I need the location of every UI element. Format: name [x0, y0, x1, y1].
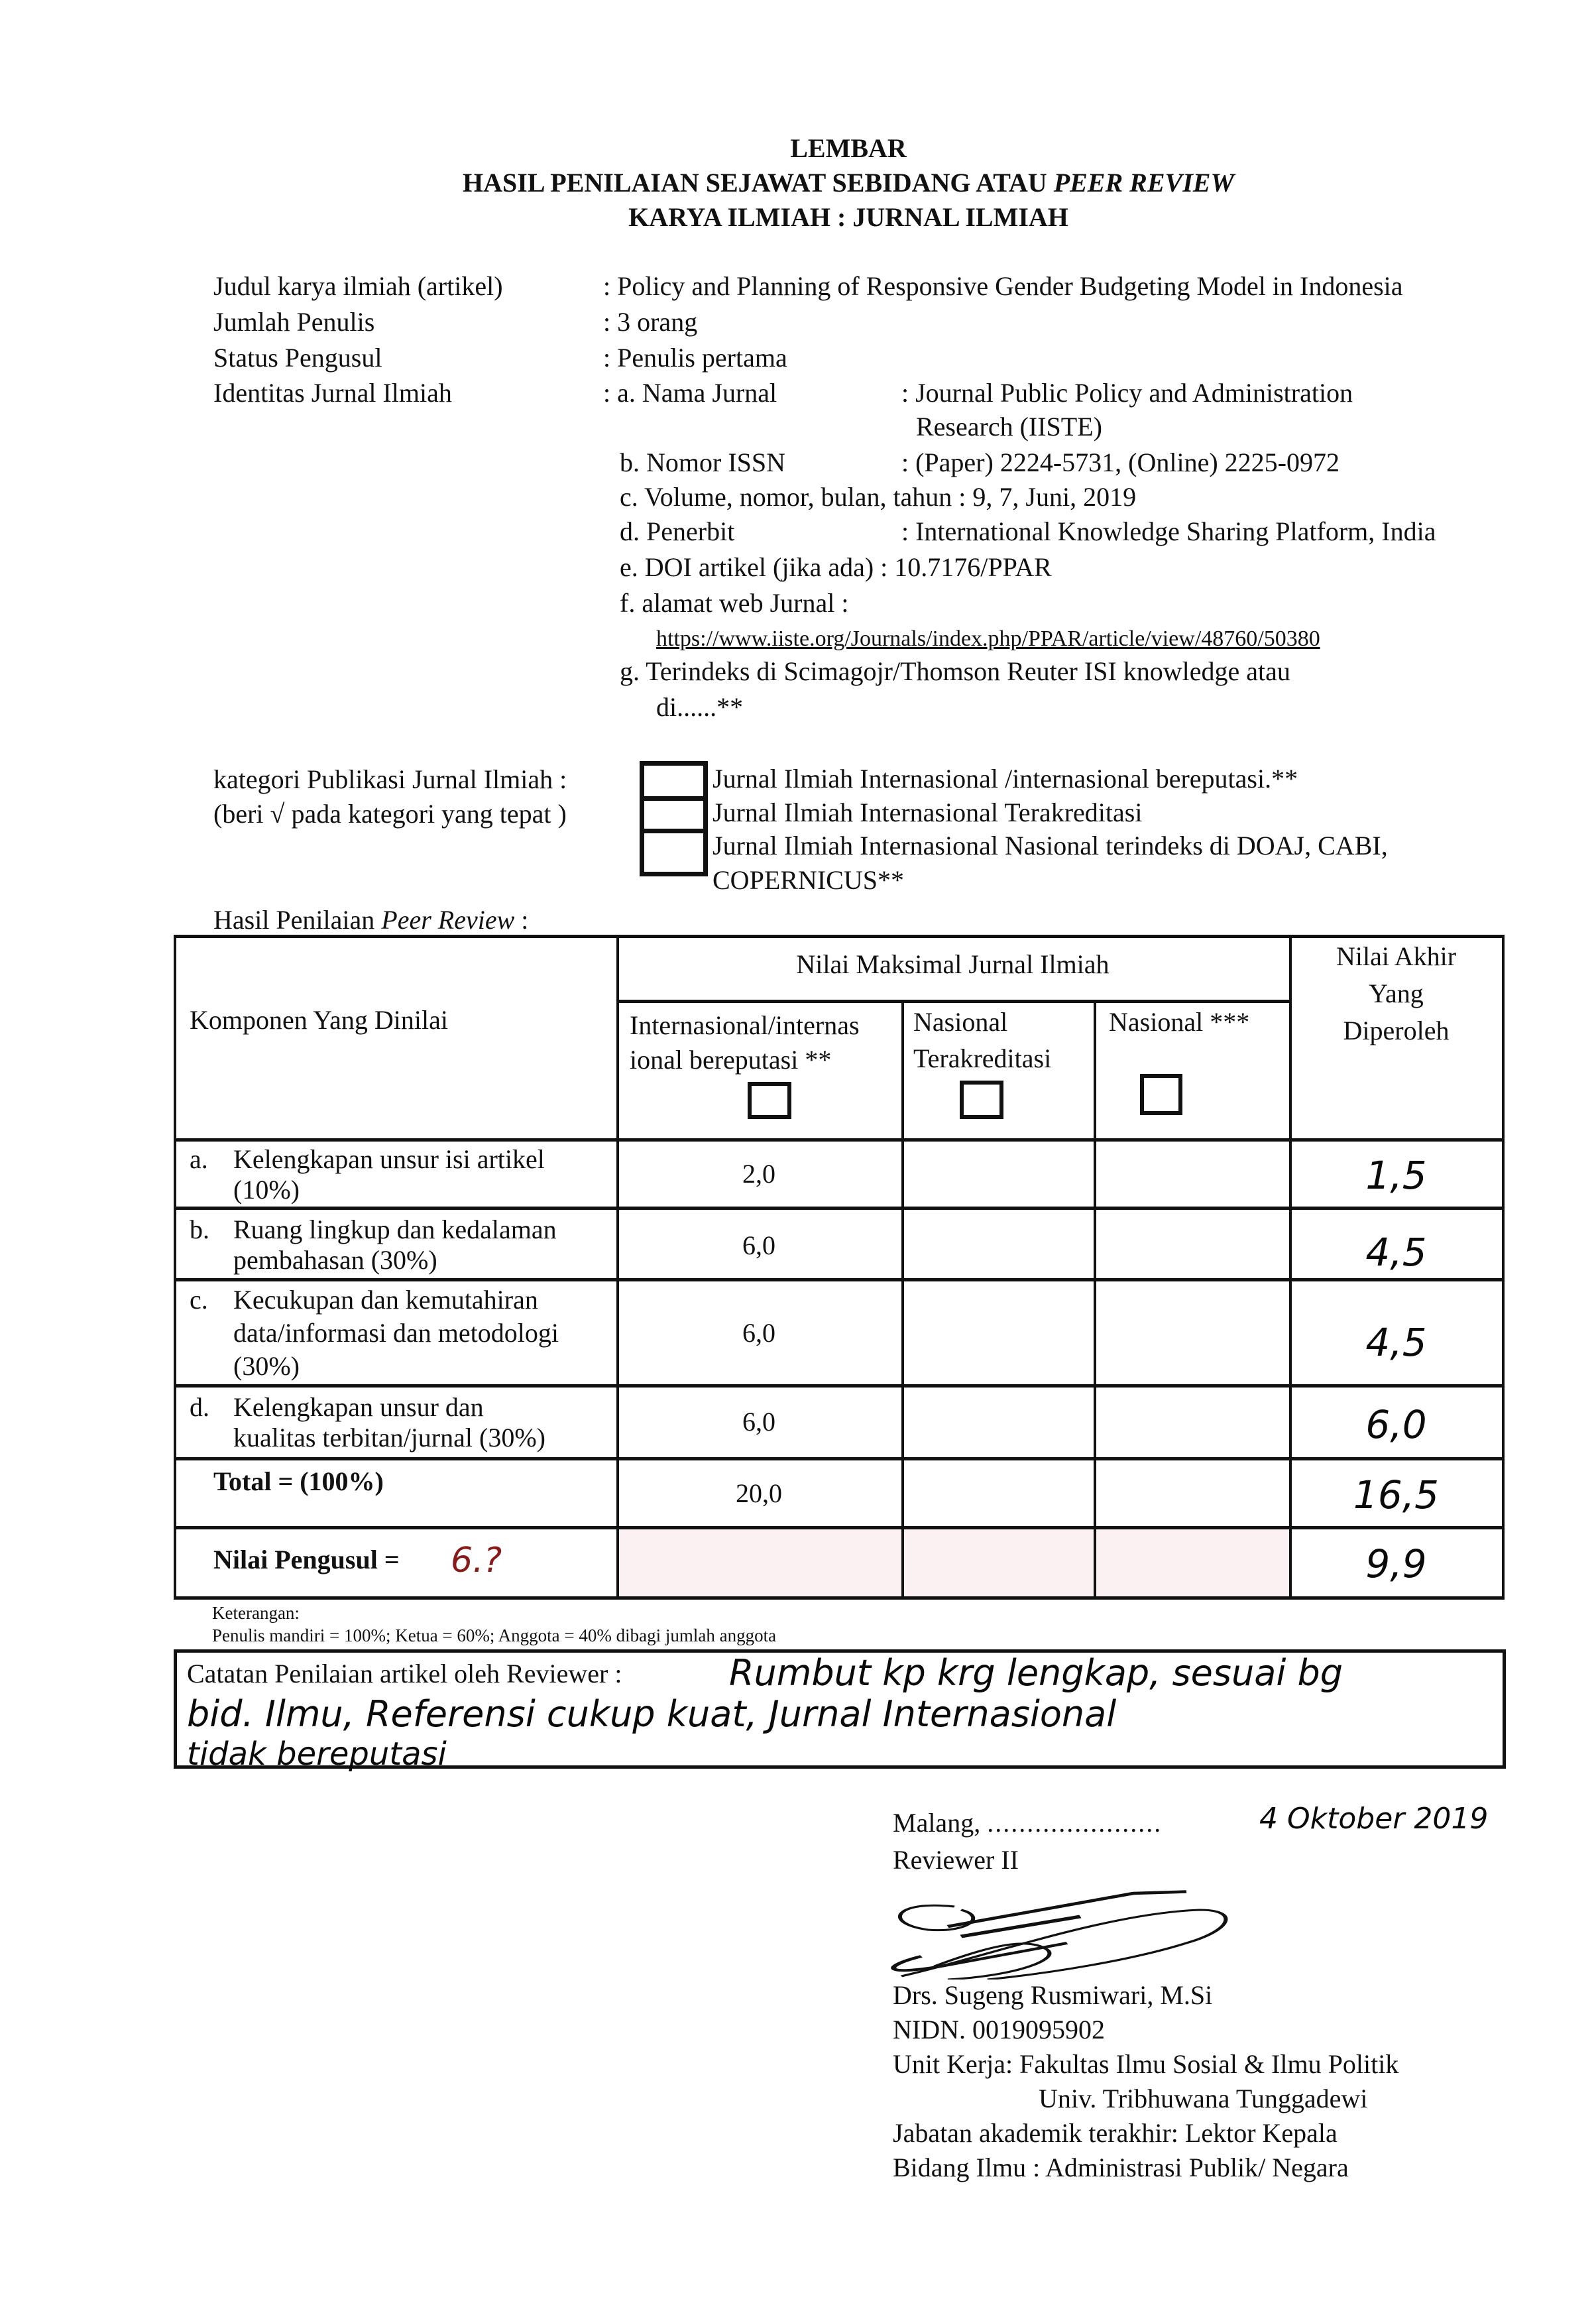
signature-place: Malang,: [893, 1808, 988, 1838]
table-row-a-bottom: [174, 1207, 1505, 1210]
reviewer-unit-cont: Univ. Tribhuwana Tunggadewi: [1039, 2084, 1368, 2113]
total-label: Total = (100%): [213, 1466, 384, 1496]
jumlah-penulis-label: Jumlah Penulis: [213, 307, 375, 337]
reviewer-name: Drs. Sugeng Rusmiwari, M.Si: [893, 1980, 1213, 2010]
catatan-label: Catatan Penilaian artikel oleh Reviewer :: [187, 1659, 622, 1688]
journal-web-link[interactable]: https://www.iiste.org/Journals/index.php/PPAR/article/view/48760/50380: [656, 626, 1320, 651]
checkbox-internasional[interactable]: [748, 1082, 791, 1119]
row-max-internasional: 6,0: [742, 1230, 775, 1260]
judul-value: : Policy and Planning of Responsive Gender Budgeting Model in Indonesia: [603, 271, 1403, 301]
row-nilai-akhir: 1,5: [1365, 1153, 1427, 1198]
kategori-option-internasional-terakreditasi: Jurnal Ilmiah Internasional Terakreditasi: [712, 798, 1143, 827]
row-label: Ruang lingkup dan kedalaman: [233, 1214, 557, 1244]
total-nilai-akhir: 16,5: [1353, 1472, 1440, 1517]
issn-value: : (Paper) 2224-5731, (Online) 2225-0972: [901, 447, 1340, 477]
header-nasional: Nasional: [913, 1007, 1008, 1037]
table-row-d-bottom: [174, 1457, 1505, 1460]
row-letter: a.: [190, 1144, 208, 1174]
table-row-total-bottom: [174, 1526, 1505, 1529]
signature-role: Reviewer II: [893, 1845, 1019, 1875]
header-nilai-akhir-yang: Yang: [1369, 978, 1424, 1008]
title-peer-review: PEER REVIEW: [1053, 168, 1235, 198]
row-label-cont: pembahasan (30%): [233, 1245, 437, 1275]
table-col-divider-3: [1094, 1001, 1096, 1600]
row-label-cont: (10%): [233, 1175, 300, 1205]
hasil-penilaian-heading-italic: Peer Review: [381, 905, 515, 935]
header-nilai-akhir-diperoleh: Diperoleh: [1343, 1016, 1450, 1045]
judul-label: Judul karya ilmiah (artikel): [213, 271, 503, 301]
signature-scribble-icon: [855, 1880, 1319, 1980]
table-border-bottom: [174, 1596, 1505, 1600]
status-pengusul-value: : Penulis pertama: [603, 343, 787, 373]
total-max: 20,0: [736, 1478, 782, 1508]
row-nilai-akhir: 4,5: [1365, 1320, 1427, 1365]
row-label: Kelengkapan unsur dan: [233, 1392, 484, 1422]
hasil-penilaian-heading: [213, 907, 528, 933]
web-label: f. alamat web Jurnal :: [620, 588, 849, 618]
doi-line: e. DOI artikel (jika ada) : 10.7176/PPAR: [620, 552, 1052, 582]
signature-date-handwritten: 4 Oktober 2019: [1259, 1802, 1489, 1836]
table-header-divider: [616, 1000, 1289, 1003]
kategori-instruction: (beri √ pada kategori yang tepat ): [213, 799, 567, 829]
row-label: Kecukupan dan kemutahiran: [233, 1285, 538, 1315]
reviewer-nidn: NIDN. 0019095902: [893, 2015, 1105, 2044]
penerbit-value: : International Knowledge Sharing Platform, India: [901, 516, 1436, 546]
status-pengusul-label: Status Pengusul: [213, 343, 382, 373]
keterangan-label: Keterangan:: [212, 1603, 300, 1623]
catatan-handwritten-line2: bid. Ilmu, Referensi cukup kuat, Jurnal Internasional: [187, 1693, 1117, 1735]
keterangan-text: Penulis mandiri = 100%; Ketua = 60%; Anggota = 40% dibagi jumlah anggota: [212, 1626, 777, 1645]
table-col-divider-2: [901, 1001, 904, 1600]
row-max-internasional: 6,0: [742, 1407, 775, 1437]
kategori-checkbox-internasional-terakreditasi[interactable]: [640, 796, 708, 833]
title-hasil-penilaian-text: HASIL PENILAIAN SEJAWAT SEBIDANG ATAU: [462, 168, 1054, 198]
penerbit-label: d. Penerbit: [620, 516, 735, 546]
volume-line: c. Volume, nomor, bulan, tahun : 9, 7, Juni, 2019: [620, 482, 1137, 512]
table-border-left: [174, 935, 176, 1600]
terindeks-line: g. Terindeks di Scimagojr/Thomson Reuter ISI knowledge atau: [620, 656, 1290, 686]
hasil-penilaian-heading-suffix: :: [514, 905, 529, 935]
reviewer-jabatan: Jabatan akademik terakhir: Lektor Kepala: [893, 2118, 1338, 2148]
title-lembar: LEMBAR: [790, 133, 907, 163]
reviewer-unit: Unit Kerja: Fakultas Ilmu Sosial & Ilmu Politik: [893, 2049, 1399, 2079]
reviewer-bidang: Bidang Ilmu : Administrasi Publik/ Negara: [893, 2153, 1349, 2182]
terindeks-line-cont: di......**: [656, 692, 744, 722]
kategori-checkbox-internasional-bereputasi[interactable]: [640, 761, 708, 801]
pengusul-label: Nilai Pengusul =: [213, 1545, 400, 1574]
nama-jurnal-value: : Journal Public Policy and Administration: [901, 378, 1353, 408]
title-karya-ilmiah: KARYA ILMIAH : JURNAL ILMIAH: [628, 202, 1068, 232]
checkbox-nasional3[interactable]: [1140, 1074, 1182, 1115]
row-label-cont: data/informasi dan metodologi: [233, 1318, 559, 1348]
header-internasional: Internasional/internas: [630, 1010, 860, 1040]
catatan-handwritten-line1: Rumbut kp krg lengkap, sesuai bg: [729, 1652, 1343, 1694]
header-nasional3: Nasional ***: [1109, 1007, 1250, 1037]
signature-date-dots: ......................: [987, 1808, 1163, 1838]
row-label: Kelengkapan unsur isi artikel: [233, 1144, 545, 1174]
header-nilai-akhir: Nilai Akhir: [1336, 941, 1457, 971]
kategori-option-nasional-terindeks: Jurnal Ilmiah Internasional Nasional terindeks di DOAJ, CABI,: [712, 831, 1388, 860]
row-max-internasional: 2,0: [742, 1159, 775, 1189]
row-letter: d.: [190, 1392, 209, 1422]
row-nilai-akhir: 4,5: [1365, 1230, 1427, 1275]
title-hasil-penilaian: [0, 167, 1596, 198]
header-internasional-cont: ional bereputasi **: [630, 1045, 832, 1075]
pengusul-nilai-akhir: 9,9: [1365, 1541, 1427, 1586]
row-nilai-akhir: 6,0: [1365, 1402, 1427, 1447]
row-letter: b.: [190, 1214, 209, 1244]
kategori-option-nasional-terindeks-cont: COPERNICUS**: [712, 865, 904, 895]
hasil-penilaian-heading-text: Hasil Penilaian: [213, 905, 382, 935]
kategori-option-internasional-bereputasi: Jurnal Ilmiah Internasional /internasional bereputasi.**: [712, 764, 1298, 794]
header-komponen: Komponen Yang Dinilai: [190, 1005, 448, 1035]
table-row-b-bottom: [174, 1278, 1505, 1281]
catatan-handwritten-line3: tidak bereputasi: [187, 1736, 447, 1773]
row-label-cont: kualitas terbitan/jurnal (30%): [233, 1423, 545, 1452]
identitas-jurnal-label: Identitas Jurnal Ilmiah: [213, 378, 452, 408]
pengusul-handwritten: 6.?: [451, 1541, 502, 1580]
header-nilai-maksimal: Nilai Maksimal Jurnal Ilmiah: [796, 949, 1110, 979]
kategori-label: kategori Publikasi Jurnal Ilmiah :: [213, 764, 567, 794]
checkbox-nasional[interactable]: [960, 1081, 1003, 1119]
row-letter: c.: [190, 1285, 208, 1315]
table-border-top: [174, 935, 1505, 938]
jumlah-penulis-value: : 3 orang: [603, 307, 698, 337]
header-nasional-cont: Terakreditasi: [913, 1043, 1052, 1073]
kategori-checkbox-nasional-terindeks[interactable]: [640, 829, 708, 876]
nama-jurnal-value-cont: Research (IISTE): [916, 412, 1102, 442]
signature-place-date: [893, 1810, 1162, 1836]
nama-jurnal-label: : a. Nama Jurnal: [603, 378, 777, 408]
issn-label: b. Nomor ISSN: [620, 447, 786, 477]
row-max-internasional: 6,0: [742, 1318, 775, 1348]
pengusul-row-shading: [618, 1529, 1288, 1597]
table-row-c-bottom: [174, 1384, 1505, 1388]
row-label-cont-2: (30%): [233, 1351, 300, 1381]
